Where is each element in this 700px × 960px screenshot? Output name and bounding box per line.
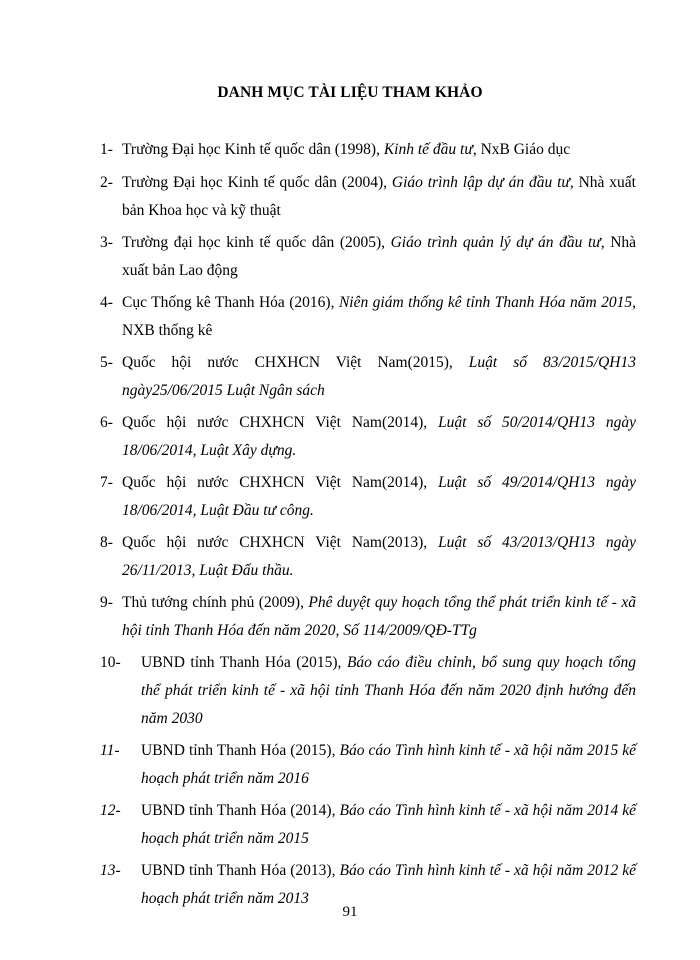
reference-number: 5-	[100, 354, 113, 371]
reference-number: 8-	[100, 534, 113, 551]
reference-item	[100, 169, 636, 225]
reference-item	[100, 229, 636, 285]
reference-text: Quốc hội nước CHXHCN Việt Nam(2015), Luật số 83/2015/QH13 ngày25/06/2015 Luật Ngân sách	[122, 354, 636, 399]
reference-number: 11-	[100, 742, 120, 759]
reference-number: 10-	[100, 654, 121, 671]
reference-text: Quốc hội nước CHXHCN Việt Nam(2014), Luật số 50/2014/QH13 ngày 18/06/2014, Luật Xây dựng.	[122, 414, 636, 459]
reference-text: UBND tỉnh Thanh Hóa (2015), Báo cáo Tình hình kinh tế - xã hội năm 2015 kế hoạch phát triển năm 2016	[141, 742, 636, 787]
reference-text: Trường đại học kinh tế quốc dân (2005), Giáo trình quản lý dự án đầu tư, Nhà xuất bản Lao động	[122, 234, 637, 279]
reference-item	[100, 469, 636, 525]
reference-item	[100, 737, 636, 793]
reference-text: UBND tỉnh Thanh Hóa (2014), Báo cáo Tình hình kinh tế - xã hội năm 2014 kế hoạch phát triển năm 2015	[141, 802, 636, 847]
reference-number: 4-	[100, 294, 113, 311]
reference-number: 6-	[100, 414, 113, 431]
reference-item	[100, 349, 636, 405]
reference-list	[100, 136, 636, 917]
reference-text: Trường Đại học Kinh tế quốc dân (2004), Giáo trình lập dự án đầu tư, Nhà xuất bản Khoa học và kỹ thuật	[122, 174, 636, 219]
reference-text: Trường Đại học Kinh tế quốc dân (1998), Kinh tế đầu tư, NxB Giáo dục	[122, 141, 571, 158]
reference-text: Thủ tướng chính phủ (2009), Phê duyệt quy hoạch tổng thể phát triển kinh tế - xã hội tỉnh Thanh Hóa đến năm 2020, Số 114/2009/QĐ-TTg	[122, 594, 636, 639]
reference-text: UBND tỉnh Thanh Hóa (2015), Báo cáo điều chỉnh, bổ sung quy hoạch tổng thể phát triển kinh tế - xã hội tỉnh Thanh Hóa đến năm 2020 định hướng đến năm 2030	[141, 654, 636, 727]
reference-number: 13-	[100, 862, 121, 879]
reference-item	[100, 289, 636, 345]
reference-number: 1-	[100, 141, 113, 158]
reference-number: 9-	[100, 594, 113, 611]
reference-item	[100, 529, 636, 585]
reference-number: 2-	[100, 174, 113, 191]
reference-text: Cục Thống kê Thanh Hóa (2016), Niên giám thống kê tỉnh Thanh Hóa năm 2015, NXB thống kê	[122, 294, 637, 339]
page-number: 91	[342, 904, 358, 920]
reference-number: 3-	[100, 234, 113, 251]
reference-text: UBND tỉnh Thanh Hóa (2013), Báo cáo Tình hình kinh tế - xã hội năm 2012 kế hoạch phát triển năm 2013	[141, 862, 636, 907]
reference-item	[100, 589, 636, 645]
reference-text: Quốc hội nước CHXHCN Việt Nam(2013), Luật số 43/2013/QH13 ngày 26/11/2013, Luật Đấu thầu.	[122, 534, 636, 579]
page-title: DANH MỤC TÀI LIỆU THAM KHẢO	[217, 84, 483, 101]
reference-text: Quốc hội nước CHXHCN Việt Nam(2014), Luật số 49/2014/QH13 ngày 18/06/2014, Luật Đầu tư công.	[122, 474, 636, 519]
reference-item	[100, 136, 636, 164]
reference-number: 12-	[100, 802, 121, 819]
reference-item	[100, 409, 636, 465]
reference-number: 7-	[100, 474, 113, 491]
reference-item	[100, 649, 636, 733]
reference-item	[100, 797, 636, 853]
